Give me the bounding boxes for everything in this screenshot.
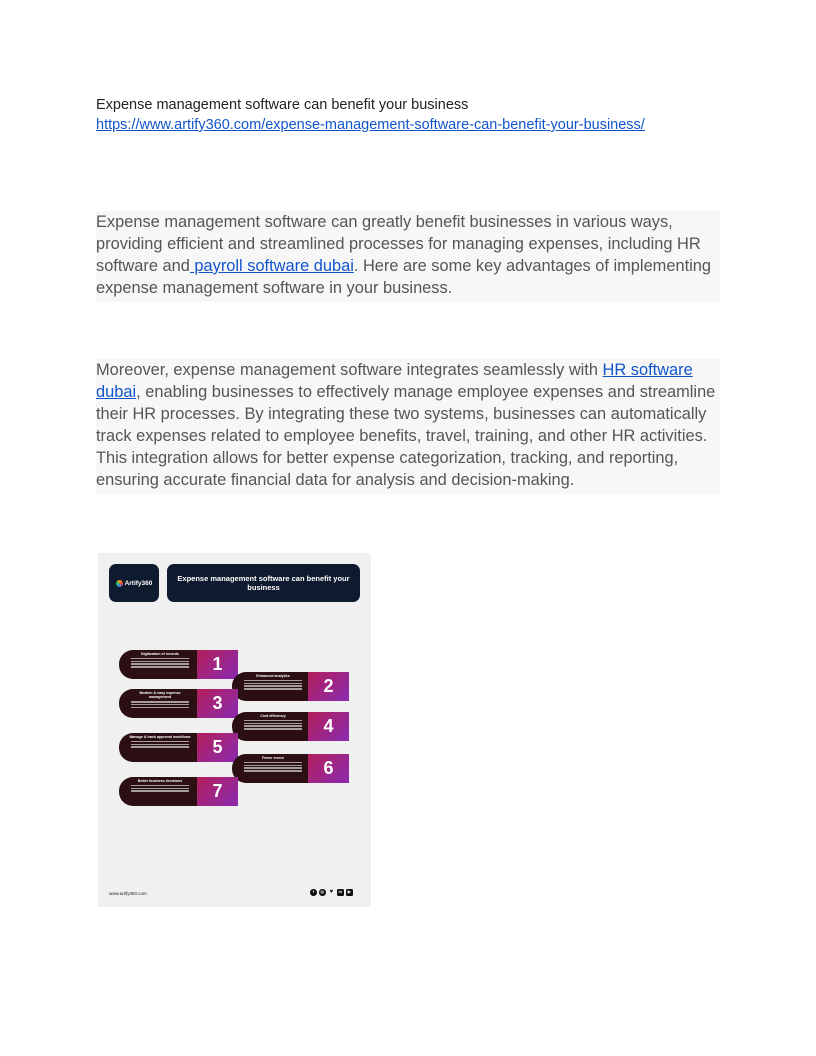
infographic-step-1 bbox=[119, 650, 239, 679]
logo-text: Artify360 bbox=[124, 579, 153, 587]
paragraph-intro bbox=[96, 211, 720, 302]
infographic-step-4 bbox=[232, 712, 352, 741]
facebook-icon: f bbox=[310, 889, 317, 896]
artify360-logo bbox=[109, 564, 159, 602]
paragraph-integration-text-end: , enabling businesses to effectively manage employee expenses and streamline their HR processes. By integrating these two systems, businesses can automatically track expenses related to employee benefits, travel, training, and other HR activities. This integration allows for better expense categorization, tracking, and reporting, ensuring accurate financial data for analysis and decision-making. bbox=[96, 383, 716, 489]
paragraph-intro-text-end: . Here are some key advantages of implementing expense management software in your business. bbox=[96, 257, 711, 297]
step-title: Cost efficiency bbox=[260, 714, 286, 718]
step-title: Fewer errors bbox=[262, 756, 284, 760]
article-link[interactable]: https://www.artify360.com/expense-management-software-can-benefit-your-business/ bbox=[96, 117, 645, 133]
step-number: 5 bbox=[197, 733, 238, 762]
paragraph-intro-text-start: Expense management software can greatly benefit businesses in various ways, providing efficient and streamlined processes for managing expenses, including HR software and bbox=[96, 213, 701, 275]
step-number: 7 bbox=[197, 777, 238, 806]
step-title: Modern & easy expense management bbox=[139, 691, 181, 700]
youtube-icon: ▶ bbox=[347, 889, 351, 894]
step-title: Digitization of records bbox=[141, 652, 179, 656]
payroll-software-link[interactable]: payroll software dubai bbox=[189, 257, 354, 275]
step-number: 2 bbox=[308, 672, 349, 701]
logo-mark-icon bbox=[116, 580, 123, 587]
instagram-icon: ◎ bbox=[320, 889, 324, 894]
step-number: 4 bbox=[308, 712, 349, 741]
step-title: Manage & track approval workflows bbox=[129, 735, 191, 739]
infographic-step-5 bbox=[119, 733, 239, 762]
twitter-icon: ♥ bbox=[329, 889, 334, 895]
step-number: 3 bbox=[197, 689, 238, 718]
paragraph-integration bbox=[96, 359, 720, 494]
step-number: 6 bbox=[308, 754, 349, 783]
infographic-footer-url: www.artify360.com bbox=[109, 891, 147, 896]
document-title: Expense management software can benefit your business bbox=[96, 97, 469, 113]
step-title: Enhanced analytics bbox=[256, 674, 290, 678]
step-number: 1 bbox=[197, 650, 238, 679]
infographic-image bbox=[98, 553, 371, 907]
linkedin-icon: in bbox=[338, 889, 343, 894]
infographic-step-7 bbox=[119, 777, 239, 806]
infographic-step-6 bbox=[232, 754, 352, 783]
hr-software-link[interactable]: HR software dubai bbox=[96, 361, 693, 401]
step-title: Better business decisions bbox=[137, 779, 183, 783]
infographic-header: Expense management software can benefit your business bbox=[167, 564, 360, 602]
infographic-step-2 bbox=[232, 672, 352, 701]
social-icons bbox=[310, 889, 353, 896]
infographic-step-3 bbox=[119, 689, 239, 718]
paragraph-integration-text-start: Moreover, expense management software integrates seamlessly with bbox=[96, 361, 603, 379]
